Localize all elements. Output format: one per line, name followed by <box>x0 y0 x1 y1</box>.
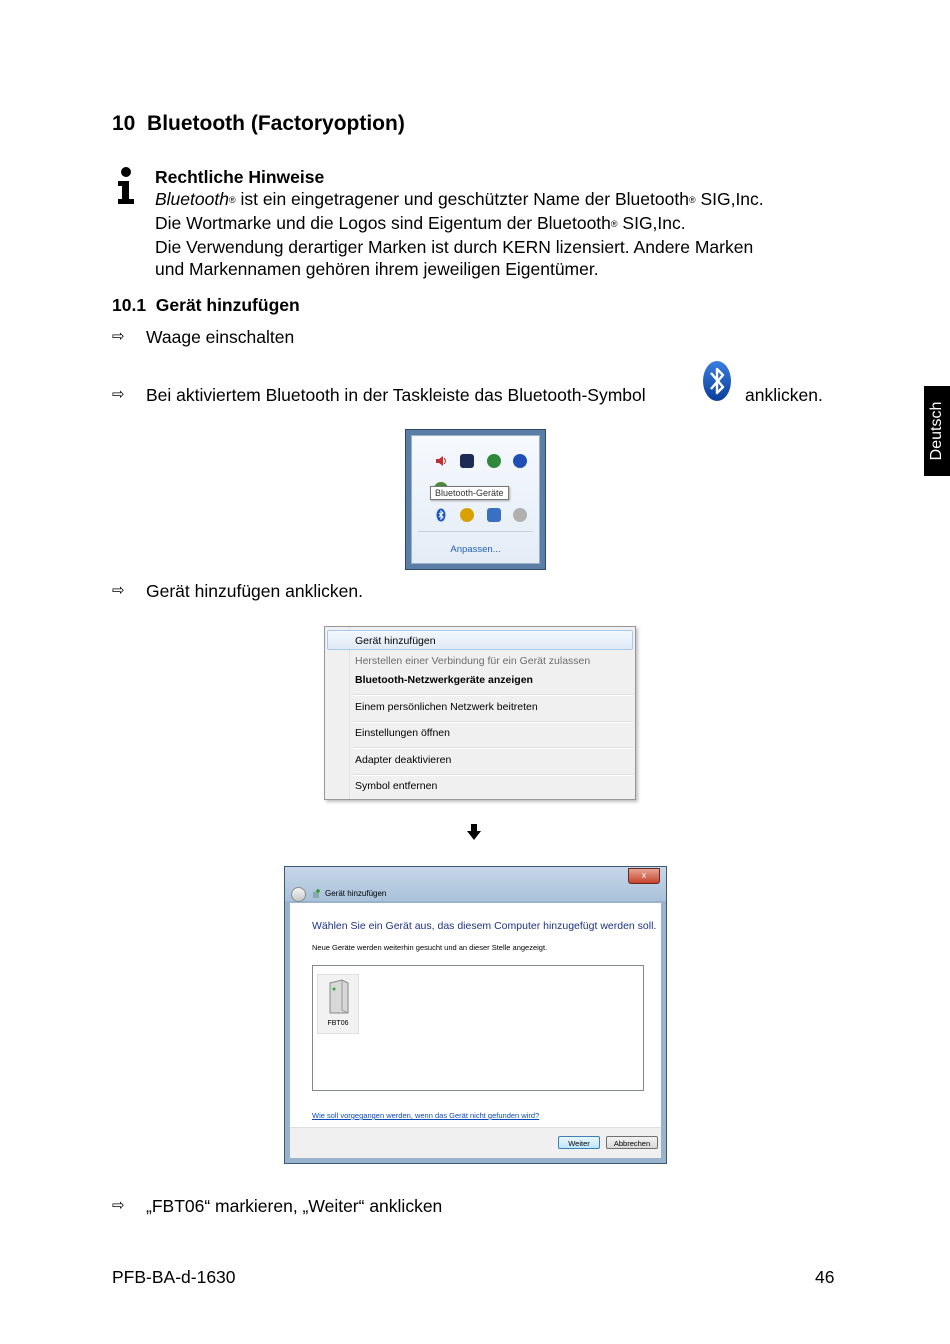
menu-separator <box>353 694 633 696</box>
next-button[interactable]: Weiter <box>558 1136 600 1149</box>
wizard-subheading: Neue Geräte werden weiterhin gesucht und an dieser Stelle angezeigt. <box>312 943 548 952</box>
notice-line-2: Die Wortmarke und die Logos sind Eigentum der Bluetooth® SIG,Inc. <box>155 212 686 233</box>
menu-item-remove-icon[interactable]: Symbol entfernen <box>355 780 438 792</box>
security-icon <box>460 508 474 522</box>
menu-item-show-network-devices[interactable]: Bluetooth-Netzwerkgeräte anzeigen <box>355 674 533 686</box>
arrow-down-icon <box>467 824 481 840</box>
device-icon <box>326 979 350 1015</box>
step-3 <box>112 581 812 605</box>
step-arrow-icon: ⇨ <box>112 582 125 599</box>
cancel-button[interactable]: Abbrechen <box>606 1136 658 1149</box>
bluetooth-tooltip: Bluetooth-Geräte <box>430 486 509 500</box>
step-text: „FBT06“ markieren, „Weiter“ anklicken <box>146 1196 443 1216</box>
add-device-wizard-screenshot <box>284 866 667 1164</box>
subsection-number: 10.1 <box>112 295 147 315</box>
hardware-icon <box>513 508 527 522</box>
wizard-heading: Wählen Sie ein Gerät aus, das diesem Computer hinzugefügt werden soll. <box>312 920 657 932</box>
close-button[interactable]: x <box>628 868 660 884</box>
notice-line-4: und Markennamen gehören ihrem jeweiligen Eigentümer. <box>155 258 599 279</box>
notice-line-1: Bluetooth® ist ein eingetragener und geschützter Name der Bluetooth® SIG,Inc. <box>155 189 764 210</box>
menu-separator <box>353 721 633 723</box>
step-arrow-icon: ⇨ <box>112 386 125 403</box>
legal-notice <box>155 166 855 280</box>
bluetooth-icon <box>702 360 732 402</box>
step-arrow-icon: ⇨ <box>112 1197 125 1214</box>
subsection-title: Gerät hinzufügen <box>155 295 300 315</box>
menu-item-disable-adapter[interactable]: Adapter deaktivieren <box>355 754 452 766</box>
subsection-heading <box>112 295 300 316</box>
notice-line-3: Die Verwendung derartiger Marken ist durch KERN lizensiert. Andere Marken <box>155 236 754 257</box>
back-icon[interactable] <box>291 887 306 902</box>
step-arrow-icon: ⇨ <box>112 328 125 345</box>
menu-separator <box>353 774 633 776</box>
help-link[interactable]: Wie soll vorgegangen werden, wenn das Gerät nicht gefunden wird? <box>312 1111 540 1120</box>
step-text-after: anklicken. <box>745 385 823 405</box>
step-text: Waage einschalten <box>146 327 295 347</box>
document-id: PFB-BA-d-1630 <box>112 1267 236 1287</box>
page-number: 46 <box>815 1267 835 1287</box>
add-device-icon <box>312 889 322 899</box>
step-4 <box>112 1196 812 1220</box>
menu-item-join-pan[interactable]: Einem persönlichen Netzwerk beitreten <box>355 701 538 713</box>
tray-popup-screenshot <box>405 429 546 570</box>
menu-item-add-device[interactable]: Gerät hinzufügen <box>355 635 436 647</box>
menu-item-allow-connection[interactable]: Herstellen einer Verbindung für ein Gerät zulassen <box>355 655 591 667</box>
info-icon <box>112 166 140 206</box>
bluetooth-tray-icon[interactable] <box>434 508 448 522</box>
divider <box>418 531 533 532</box>
section-heading <box>112 112 405 136</box>
step-text: Gerät hinzufügen anklicken. <box>146 581 363 601</box>
menu-item-open-settings[interactable]: Einstellungen öffnen <box>355 727 450 739</box>
language-tab-label: Deutsch <box>928 401 945 461</box>
step-1 <box>112 327 812 351</box>
notice-title: Rechtliche Hinweise <box>155 167 325 187</box>
bluetooth-trademark: Bluetooth <box>155 189 229 210</box>
monitor-icon <box>460 454 474 468</box>
section-title: Bluetooth (Factoryoption) <box>147 112 405 135</box>
activity-icon <box>513 454 527 468</box>
device-label: FBT06 <box>327 1020 349 1027</box>
network-icon <box>487 454 501 468</box>
section-number: 10 <box>112 112 136 135</box>
device-list[interactable] <box>312 965 644 1091</box>
context-menu-screenshot <box>324 626 636 800</box>
step-text: Bei aktiviertem Bluetooth in der Taskleiste das Bluetooth-Symbol <box>146 385 646 405</box>
speaker-icon <box>434 454 448 468</box>
customize-link[interactable]: Anpassen... <box>450 544 501 555</box>
language-tab <box>924 386 950 476</box>
update-icon <box>487 508 501 522</box>
menu-separator <box>353 747 633 749</box>
device-item-fbt06[interactable] <box>317 974 359 1034</box>
window-title: Gerät hinzufügen <box>325 889 387 898</box>
